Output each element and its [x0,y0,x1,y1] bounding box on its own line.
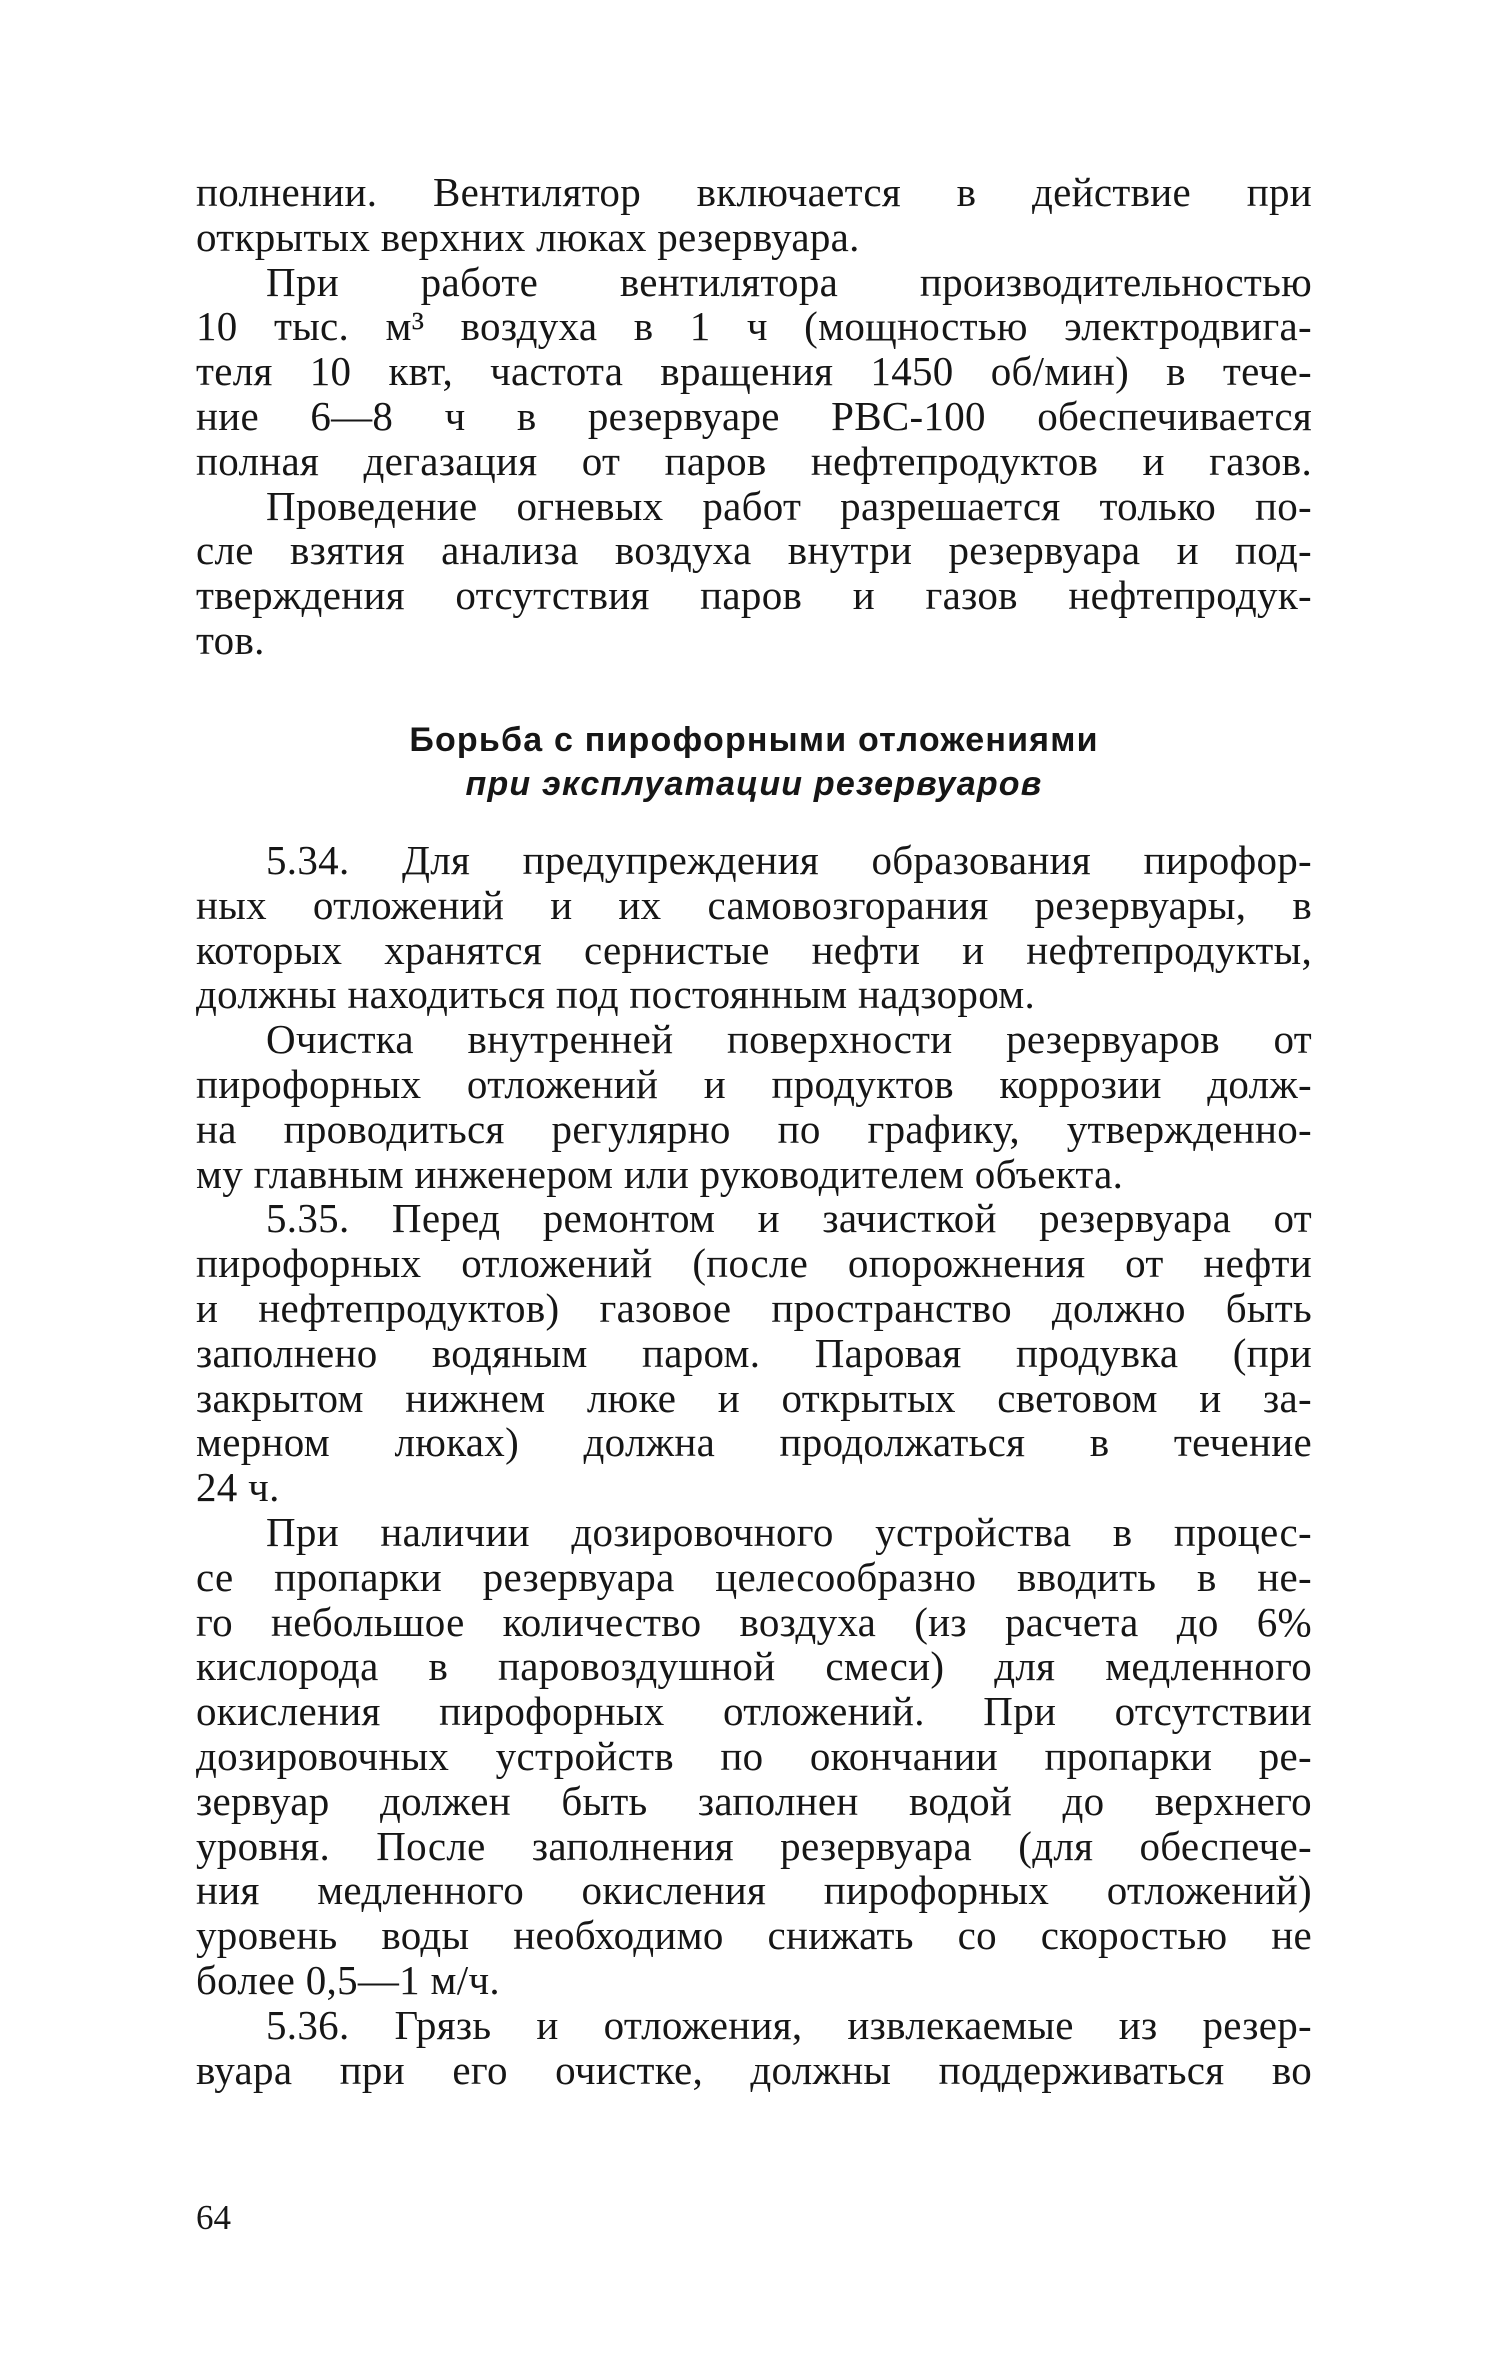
text-line: 10 тыс. м³ воздуха в 1 ч (мощностью электродвига- [196,303,1312,350]
text-line: ния медленного окисления пирофорных отложений) [196,1867,1312,1914]
text-line: Очистка внутренней поверхности резервуаров от [266,1016,1312,1063]
text-line: кислорода в паровоздушной смеси) для медленного [196,1643,1312,1690]
text-line: 24 ч. [196,1464,280,1511]
text-line: При наличии дозировочного устройства в процес- [266,1508,1312,1555]
text-line: Проведение огневых работ разрешается только по- [266,482,1312,529]
text-line: го небольшое количество воздуха (из расчета до 6% [196,1598,1312,1645]
text-line: полнении. Вентилятор включается в действие при [196,169,1312,215]
text-line: 5.36. Грязь и отложения, извлекаемые из резер- [266,2001,1312,2048]
text-line: При работе вентилятора производительностью [266,258,1312,305]
section-heading: Борьба с пирофорными отложениями [409,721,1099,759]
text-line: пирофорных отложений (после опорожнения от нефти [196,1240,1312,1287]
text-line: должны находиться под постоянным надзором. [196,971,1036,1018]
text-line: сле взятия анализа воздуха внутри резервуара и под- [196,527,1312,574]
text-line: уровень воды необходимо снижать со скоростью не [196,1912,1312,1959]
text-line: тов. [196,616,265,663]
text-line: полная дегазация от паров нефтепродуктов и газов. [196,437,1312,484]
text-line: тверждения отсутствия паров и газов нефтепродук- [196,572,1312,619]
text-line: вуара при его очистке, должны поддерживаться во [196,2046,1312,2093]
text-line: более 0,5—1 м/ч. [196,1956,500,2003]
text-line: на проводиться регулярно по графику, утвержденно- [196,1105,1312,1152]
text-line: которых хранятся сернистые нефти и нефтепродукты, [196,926,1312,973]
section-degassing [196,170,1312,663]
text-line: се пропарки резервуара целесообразно вводить в не- [196,1553,1312,1600]
text-line: зервуар должен быть заполнен водой до верхнего [196,1777,1312,1824]
text-line: 5.34. Для предупреждения образования пирофор- [266,837,1312,883]
text-line: ние 6—8 ч в резервуаре РВС-100 обеспечивается [196,392,1312,439]
text-line: уровня. После заполнения резервуара (для обеспече- [196,1822,1312,1869]
text-line: закрытом нижнем люке и открытых световом и за- [196,1374,1312,1421]
text-line: и нефтепродуктов) газовое пространство должно быть [196,1284,1312,1331]
text-line: теля 10 квт, частота вращения 1450 об/мин) в тече- [196,348,1312,395]
section-pyrophoric [196,838,1312,2092]
text-line: окисления пирофорных отложений. При отсутствии [196,1688,1312,1735]
page-number: 64 [196,2198,231,2237]
text-line: ных отложений и их самовозгорания резервуары, в [196,881,1312,928]
text-line: мерном люках) должна продолжаться в течение [196,1419,1312,1466]
text-line: му главным инженером или руководителем объекта. [196,1150,1124,1197]
text-line: пирофорных отложений и продуктов коррозии долж- [196,1060,1312,1107]
text-line: дозировочных устройств по окончании пропарки ре- [196,1732,1312,1779]
section-subheading: при эксплуатации резервуаров [465,765,1043,803]
text-line: открытых верхних люках резервуара. [196,213,860,260]
text-line: заполнено водяным паром. Паровая продувка (при [196,1329,1312,1376]
text-line: 5.35. Перед ремонтом и зачисткой резервуара от [266,1195,1312,1242]
